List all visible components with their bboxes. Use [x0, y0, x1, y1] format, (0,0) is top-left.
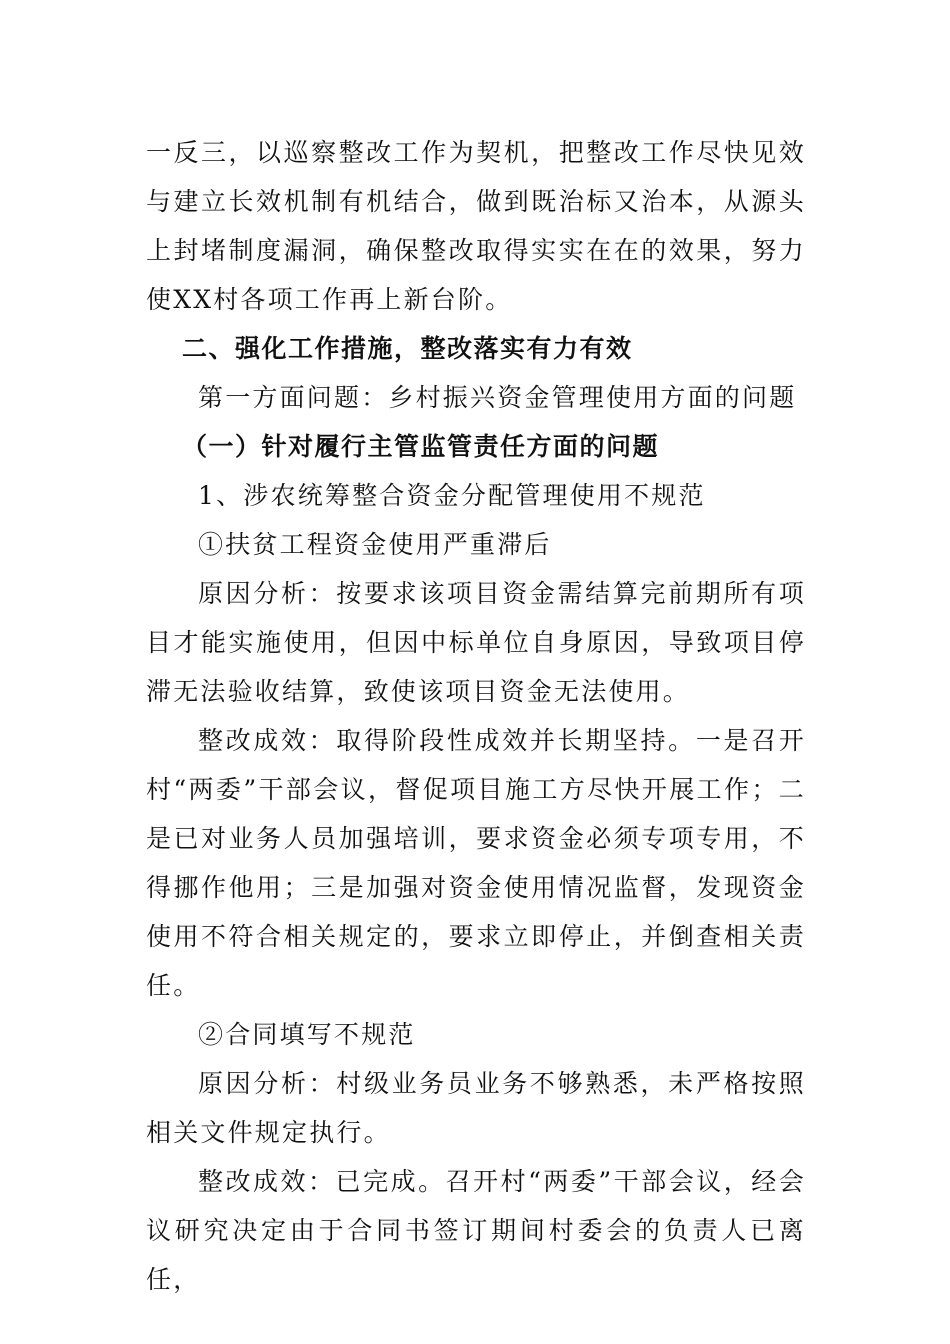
cause-analysis-1: 原因分析：按要求该项目资金需结算完前期所有项目才能实施使用，但因中标单位自身原因，导致项目停滞无法验收结算，致使该项目资金无法使用。 [146, 579, 806, 706]
section-heading-2: 二、强化工作措施，整改落实有力有效 [182, 334, 633, 363]
problem-category: 第一方面问题：乡村振兴资金管理使用方面的问题 [198, 383, 797, 412]
document-body [146, 128, 806, 1304]
rectification-result-1: 整改成效：取得阶段性成效并长期坚持。一是召开村“两委”干部会议，督促项目施工方尽快开展工作；二是已对业务人员加强培训，要求资金必须专项专用，不得挪作他用；三是加强对资金使用情况监督，发现资金使用不符合相关规定的，要求立即停止，并倒查相关责任。 [146, 726, 806, 1000]
rectification-result-2: 整改成效：已完成。召开村“两委”干部会议，经会议研究决定由于合同书签订期间村委会的负责人已离任， [146, 1167, 806, 1294]
sub-item-2: ②合同填写不规范 [198, 1020, 416, 1049]
cause-analysis-2: 原因分析：村级业务员业务不够熟悉，未严格按照相关文件规定执行。 [146, 1069, 806, 1147]
item-heading-1: 1、涉农统筹整合资金分配管理使用不规范 [198, 481, 706, 510]
subsection-heading-1: （一）针对履行主管监管责任方面的问题 [182, 432, 660, 461]
paragraph-continuation: 一反三，以巡察整改工作为契机，把整改工作尽快见效与建立长效机制有机结合，做到既治标又治本，从源头上封堵制度漏洞，确保整改取得实实在在的效果，努力使XX村各项工作再上新台阶。 [146, 138, 806, 314]
sub-item-1: ①扶贫工程资金使用严重滞后 [198, 530, 552, 559]
